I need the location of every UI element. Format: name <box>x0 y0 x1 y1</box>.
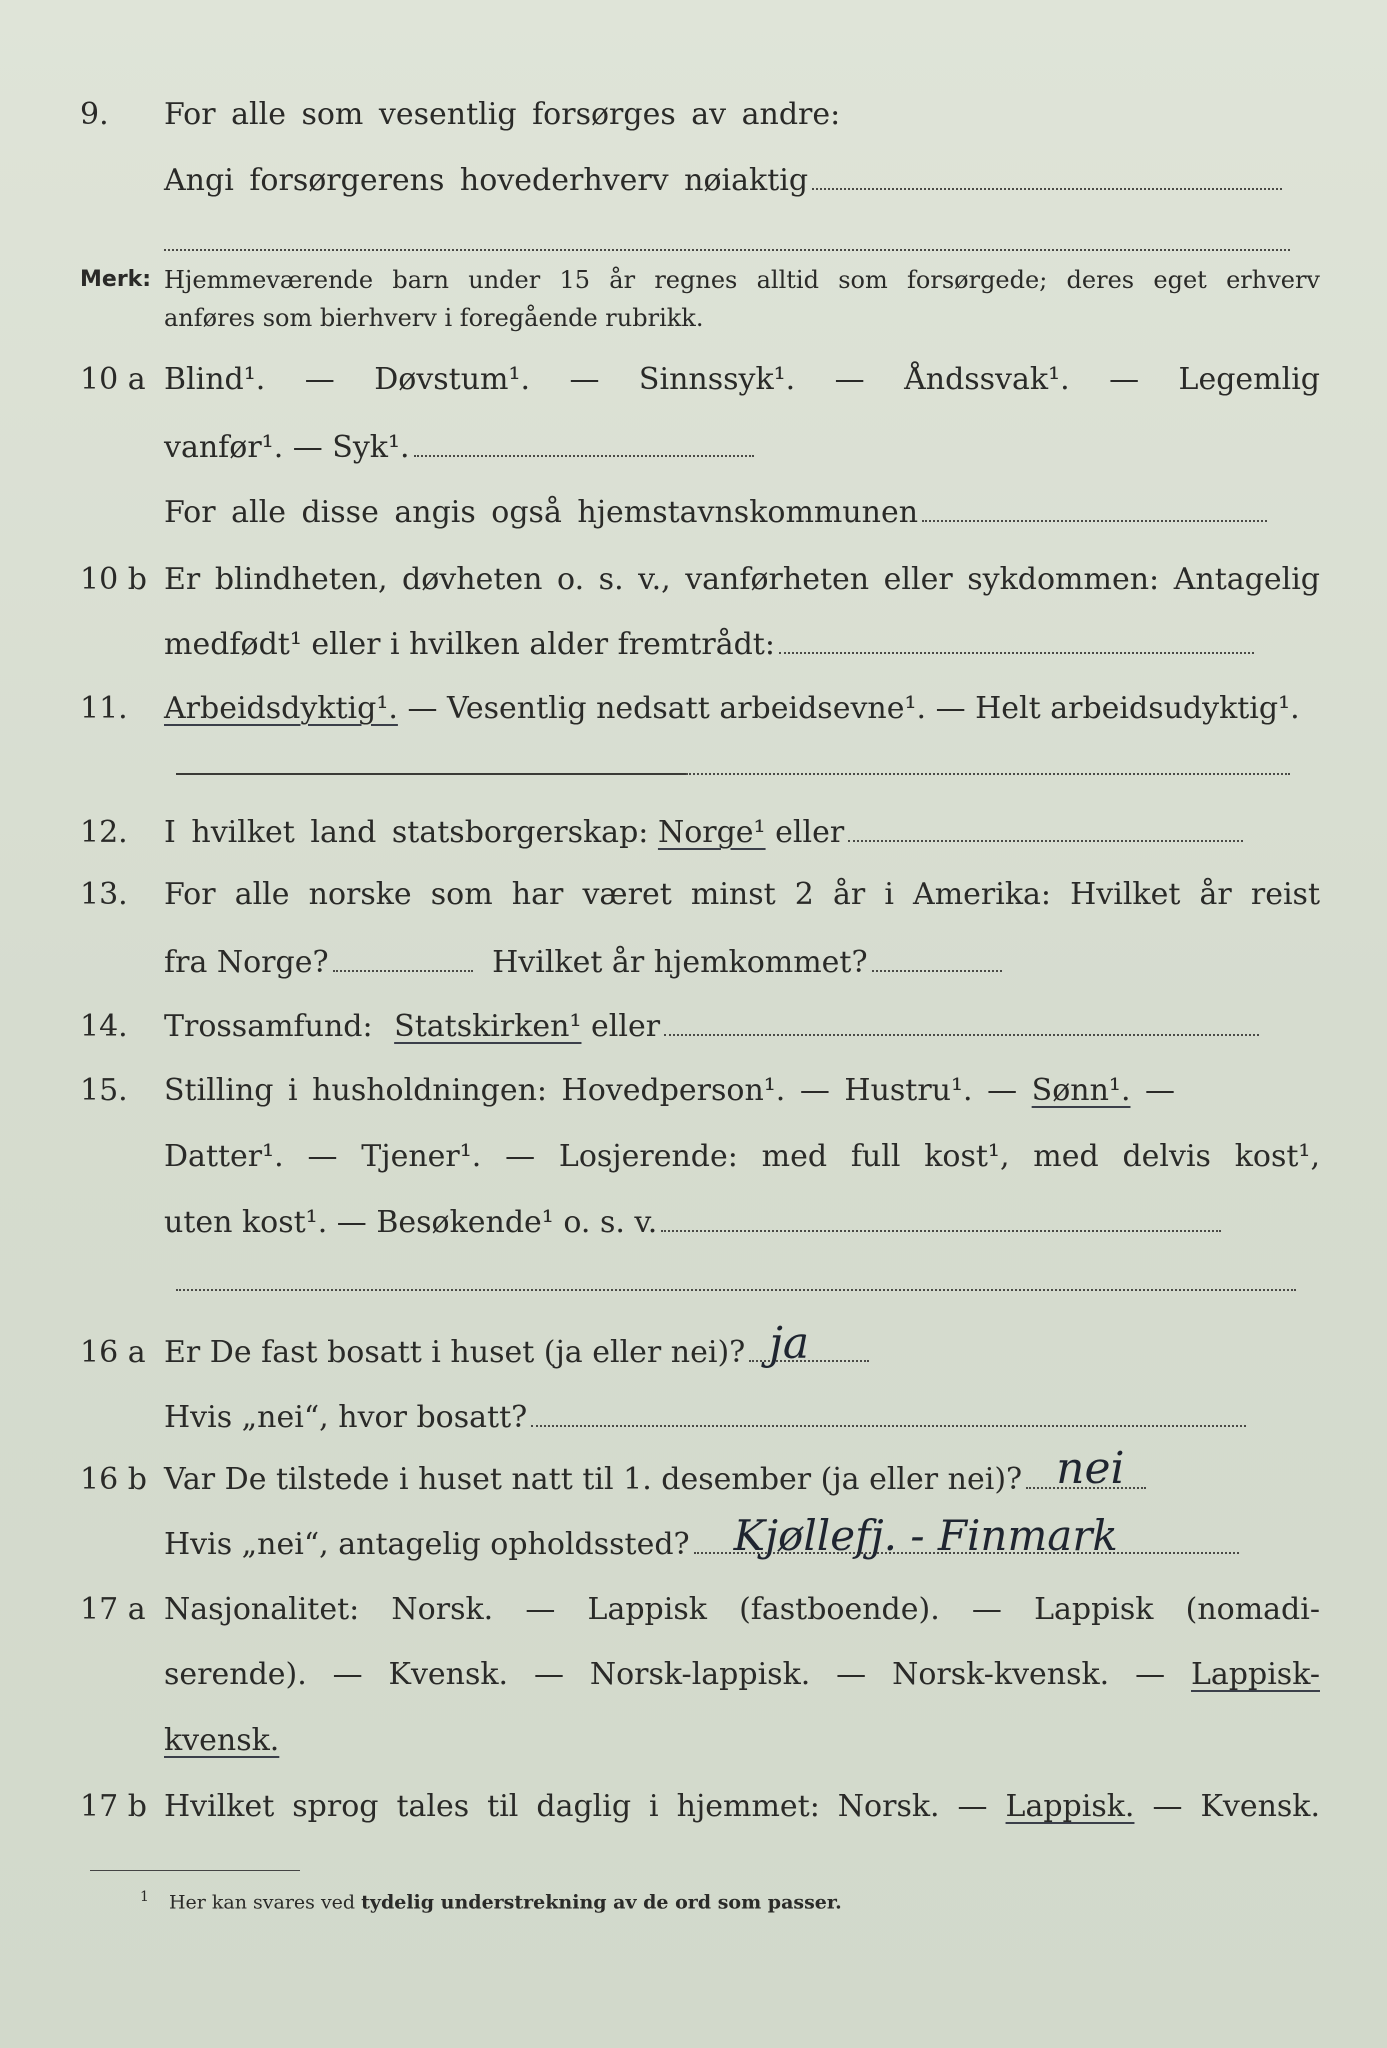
note-merk <box>80 263 1320 297</box>
answer-field-resident[interactable] <box>749 1318 869 1369</box>
question-text: eller <box>591 1009 661 1044</box>
handwritten-answer-location: Kjøllefj. - Finmark <box>733 1511 1118 1560</box>
question-number: 13. <box>80 877 128 912</box>
question-text: Nasjonalitet: Norsk. — Lappisk (fastboende). — Lappisk (nomadi- <box>164 1592 1320 1627</box>
answer-field-illness[interactable] <box>414 454 754 457</box>
question-17a-line3 <box>80 1716 1320 1766</box>
question-11 <box>80 684 1320 734</box>
footnote-mark: 1 <box>140 1889 149 1905</box>
option-lappisk-kvensk-underlined[interactable]: Lappisk- <box>1191 1657 1320 1692</box>
question-10b <box>80 555 1320 605</box>
answer-field-main-occupation[interactable] <box>812 187 1282 190</box>
answer-field-year-left[interactable] <box>333 969 473 972</box>
answer-field-residence[interactable] <box>531 1424 1246 1427</box>
question-number: 9. <box>80 97 109 132</box>
footnote-bold-text: tydelig understrekning av de ord som passer. <box>361 1891 842 1914</box>
question-text: — Vesentlig nedsatt arbeidsevne¹. — Helt arbeidsudyktig¹. <box>407 691 1300 726</box>
question-text: — Kvensk. <box>1152 1789 1320 1824</box>
answer-field-whereabouts[interactable] <box>694 1511 1239 1560</box>
question-text: Hvilket år hjemkommet? <box>492 945 868 980</box>
question-text: uten kost¹. — Besøkende¹ o. s. v. <box>164 1205 658 1240</box>
question-16b <box>80 1443 1320 1505</box>
question-number: 14. <box>80 1009 128 1044</box>
answer-field-religion[interactable] <box>664 1033 1259 1036</box>
answer-field-blank-line[interactable] <box>686 772 1290 775</box>
question-text: fra Norge? <box>164 945 329 980</box>
question-text: Hvilket sprog tales til daglig i hjemmet: Norsk. — <box>164 1789 988 1824</box>
question-number: 16 a <box>80 1335 146 1370</box>
question-15 <box>80 1066 1320 1116</box>
question-text: Hvis „nei“, hvor bosatt? <box>164 1400 528 1435</box>
question-10b-line2 <box>80 620 1320 670</box>
question-9 <box>80 90 1320 140</box>
question-9-line2 <box>80 156 1320 206</box>
question-text: For alle som vesentlig forsørges av andre: <box>164 97 841 132</box>
footnote-divider <box>90 1870 300 1871</box>
answer-field-blank-line[interactable] <box>176 1288 1296 1291</box>
question-text: For alle norske som har været minst 2 år i Amerika: Hvilket år reist <box>164 877 1320 912</box>
answer-line-solid[interactable] <box>176 772 686 775</box>
question-13-line2 <box>80 938 1320 988</box>
question-text: serende). — Kvensk. — Norsk-lappisk. — Norsk-kvensk. — <box>164 1657 1166 1692</box>
question-number: 16 b <box>80 1462 147 1497</box>
question-text: Er blindheten, døvheten o. s. v., vanførheten eller sykdommen: Antagelig <box>164 562 1320 597</box>
question-15-line3 <box>80 1198 1320 1248</box>
answer-field-onset-age[interactable] <box>779 651 1254 654</box>
question-16a-line2 <box>80 1393 1320 1443</box>
question-14 <box>80 1002 1320 1052</box>
option-norge-underlined[interactable]: Norge¹ <box>657 815 766 850</box>
question-number: 12. <box>80 815 128 850</box>
question-text: For alle disse angis også hjemstavnskommunen <box>164 495 919 530</box>
question-text: Angi forsørgerens hovederhverv nøiaktig <box>164 163 809 198</box>
note-merk-line2 <box>80 301 1320 335</box>
answer-field-blank-line[interactable] <box>164 248 1290 251</box>
question-17a-line2 <box>80 1650 1320 1700</box>
question-15-line2 <box>80 1132 1320 1182</box>
footnote <box>80 1882 980 1917</box>
question-10a-line2 <box>80 423 1320 473</box>
handwritten-answer-nei: nei <box>1056 1443 1125 1494</box>
question-number: 11. <box>80 691 128 726</box>
note-text: anføres som bierhverv i foregående rubrikk. <box>164 304 704 332</box>
question-number: 15. <box>80 1073 128 1108</box>
option-arbeidsdyktig-underlined[interactable]: Arbeidsdyktig¹. <box>164 691 398 726</box>
question-text: Er De fast bosatt i huset (ja eller nei)? <box>164 1335 746 1370</box>
question-text: eller <box>775 815 845 850</box>
question-text: — <box>1145 1073 1176 1108</box>
option-lappisk-underlined[interactable]: Lappisk. <box>1005 1789 1135 1824</box>
option-sonn-underlined[interactable]: Sønn¹. <box>1031 1073 1131 1108</box>
question-13 <box>80 870 1320 920</box>
answer-field-home-municipality[interactable] <box>922 519 1267 522</box>
answer-field-present[interactable] <box>1026 1443 1146 1494</box>
question-text: Var De tilstede i huset natt til 1. desember (ja eller nei)? <box>164 1462 1023 1497</box>
answer-field-year-returned[interactable] <box>872 969 1002 972</box>
question-number: 10 a <box>80 362 146 397</box>
question-text: Datter¹. — Tjener¹. — Losjerende: med full kost¹, med delvis kost¹, <box>164 1139 1320 1174</box>
note-text: Hjemmeværende barn under 15 år regnes alltid som forsørgede; deres eget erhverv <box>164 266 1320 294</box>
answer-field-citizenship[interactable] <box>848 839 1243 842</box>
handwritten-answer-ja: ja <box>769 1318 810 1369</box>
footnote-text: Her kan svares ved <box>168 1891 356 1914</box>
question-number: 17 b <box>80 1789 147 1824</box>
question-text: vanfør¹. — Syk¹. <box>164 430 410 465</box>
question-10a <box>80 355 1320 405</box>
question-number: 17 a <box>80 1592 146 1627</box>
option-statskirken-underlined[interactable]: Statskirken¹ <box>394 1009 582 1044</box>
answer-field-household-position[interactable] <box>661 1229 1221 1232</box>
question-text: I hvilket land statsborgerskap: <box>164 815 649 850</box>
question-16a <box>80 1318 1320 1378</box>
option-lappisk-kvensk-underlined-cont[interactable]: kvensk. <box>164 1723 280 1758</box>
question-17a <box>80 1585 1320 1635</box>
question-text: medfødt¹ eller i hvilken alder fremtrådt: <box>164 627 775 662</box>
question-12 <box>80 808 1320 858</box>
question-10a-line3 <box>80 488 1320 538</box>
note-label: Merk: <box>80 267 152 292</box>
question-text: Stilling i husholdningen: Hovedperson¹. — Hustru¹. — <box>164 1073 1018 1108</box>
question-17b <box>80 1782 1320 1832</box>
question-text: Hvis „nei“, antagelig opholdssted? <box>164 1527 690 1562</box>
question-text: Trossamfund: <box>164 1009 373 1044</box>
question-text: Blind¹. — Døvstum¹. — Sinnssyk¹. — Åndssvak¹. — Legemlig <box>164 362 1320 397</box>
question-number: 10 b <box>80 562 147 597</box>
question-16b-line2 <box>80 1511 1320 1570</box>
